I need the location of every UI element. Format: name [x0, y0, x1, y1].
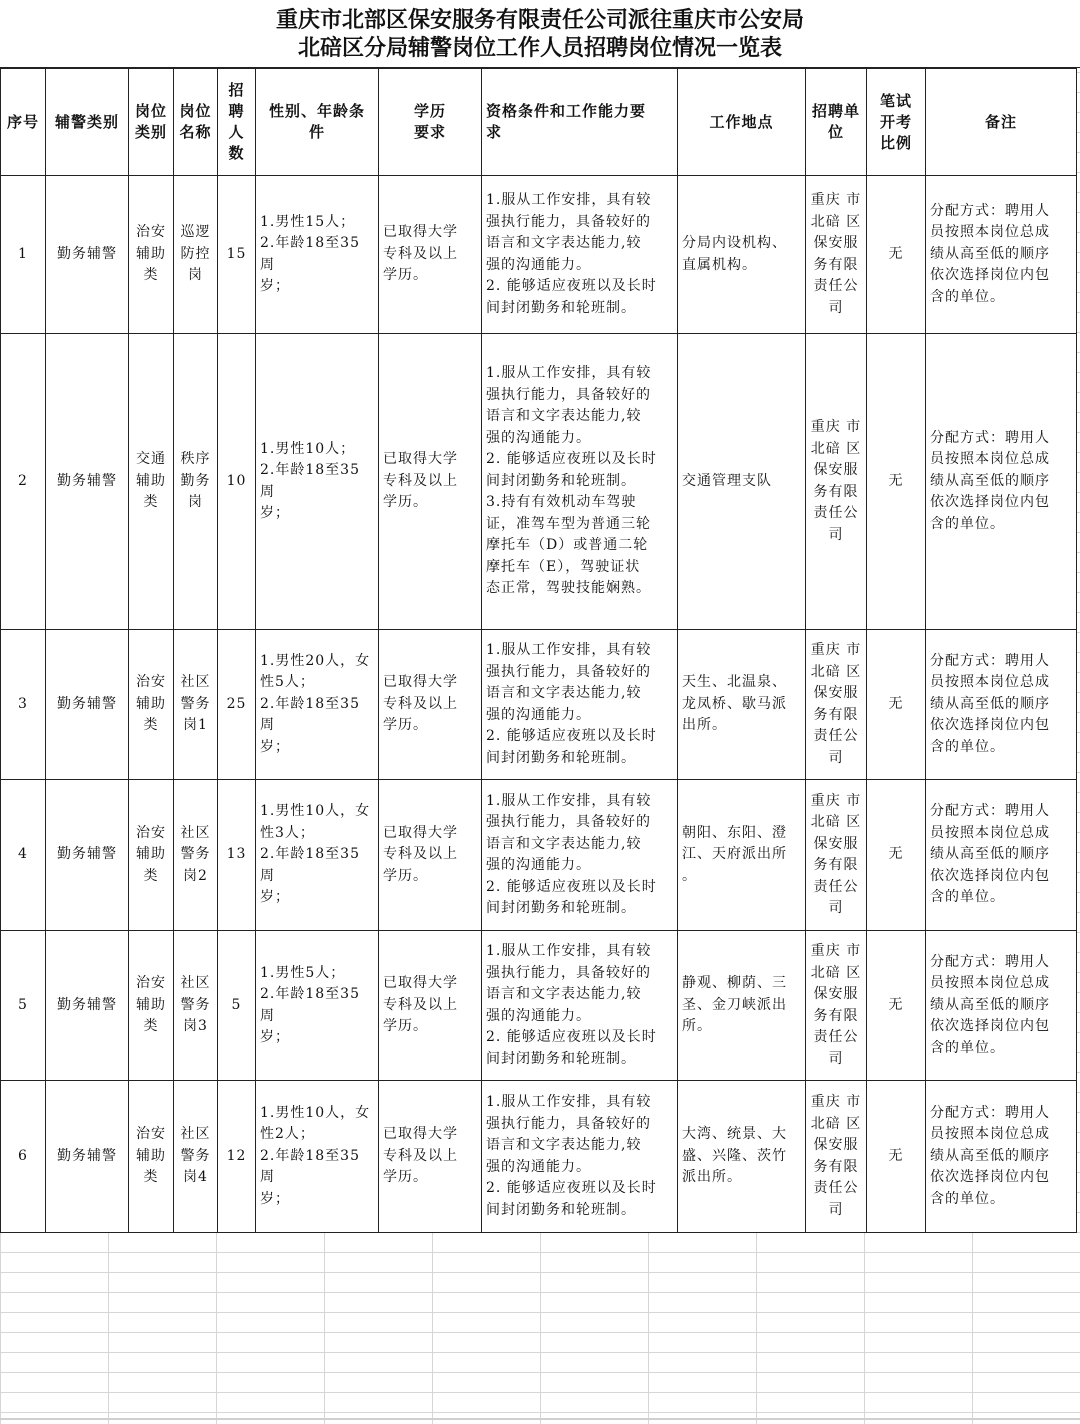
cell-location-line: 派出所。	[682, 1169, 742, 1186]
title-line-1: 重庆市北部区保安服务有限责任公司派往重庆市公安局	[275, 7, 804, 33]
cell-unit	[806, 780, 867, 931]
cell-position-line: 岗1	[183, 717, 208, 734]
cell-qualifications-line: 摩托车（E），驾驶证状	[486, 558, 641, 575]
cell-position	[174, 176, 218, 334]
cell-note-line: 员按照本岗位总成	[930, 1126, 1050, 1143]
cell-note-line: 员按照本岗位总成	[930, 451, 1050, 468]
cell-conditions-line: 2.年龄18至35周	[260, 1147, 360, 1186]
cell-unit-line: 重庆 市	[810, 642, 862, 658]
cell-note-line: 含的单位。	[930, 515, 1005, 532]
cell-category-line: 类	[143, 494, 159, 511]
cell-conditions-line: 2.年龄18至35周	[260, 846, 360, 884]
cell-category	[129, 176, 174, 334]
cell-category-line: 类	[143, 717, 159, 734]
cell-unit-line: 重庆 市	[810, 943, 862, 959]
cell-location	[678, 780, 806, 931]
cell-qualifications-line: 语言和文字表达能力,较	[486, 685, 642, 701]
cell-qualifications-line: 2. 能够适应夜班以及长时	[486, 278, 657, 294]
cell-unit-line: 责任公	[813, 878, 859, 895]
cell-qualifications-line: 2. 能够适应夜班以及长时	[486, 878, 657, 895]
cell-position-line: 岗3	[183, 1018, 208, 1035]
cell-seq: 1	[1, 176, 46, 334]
cell-qualifications-line: 间封闭勤务和轮班制。	[486, 1050, 636, 1067]
cell-position-line: 警务	[180, 846, 211, 863]
cell-qualifications	[482, 931, 678, 1081]
cell-qualifications-line: 1.服从工作安排，具有较	[486, 792, 652, 809]
cell-seq: 3	[1, 630, 46, 780]
cell-location-line: 静观、柳荫、三	[682, 975, 787, 992]
cell-unit-line: 北碚 区	[810, 1115, 862, 1132]
cell-unit-line: 保安服	[813, 1137, 859, 1153]
cell-position-line: 岗	[188, 267, 203, 284]
cell-category-line: 治安	[136, 674, 166, 691]
cell-qualifications-line: 2. 能够适应夜班以及长时	[486, 1180, 657, 1196]
cell-note-line: 含的单位。	[930, 1190, 1005, 1207]
cell-ratio: 无	[867, 176, 926, 334]
cell-position	[174, 1081, 218, 1233]
cell-qualifications-line: 态正常，驾驶技能娴熟。	[486, 580, 651, 597]
cell-count: 10	[218, 334, 256, 630]
cell-qualifications-line: 强的沟通能力。	[486, 429, 591, 446]
cell-unit-line: 重庆 市	[810, 792, 862, 809]
cell-location	[678, 630, 806, 780]
header-seq: 序号	[1, 69, 46, 176]
cell-position-line: 社区	[180, 824, 211, 841]
cell-education-line: 专科及以上	[383, 472, 458, 489]
title-line-2: 北碚区分局辅警岗位工作人员招聘岗位情况一览表	[297, 35, 782, 61]
cell-seq: 5	[1, 931, 46, 1081]
cell-location-line: 江、天府派出所	[682, 846, 787, 863]
cell-qualifications-line: 间封闭勤务和轮班制。	[486, 299, 636, 316]
header-note: 备注	[926, 69, 1077, 176]
cell-location-line: 交通管理支队	[682, 472, 772, 489]
header-type: 辅警类别	[46, 69, 129, 176]
cell-position-line: 社区	[180, 1126, 211, 1143]
cell-note-line: 绩从高至低的顺序	[930, 472, 1050, 489]
cell-qualifications-line: 1.服从工作安排，具有较	[486, 365, 652, 382]
cell-unit-line: 司	[828, 1050, 844, 1067]
cell-unit-line: 务有限	[813, 1158, 859, 1175]
cell-unit-line: 重庆 市	[810, 1094, 862, 1110]
cell-count: 5	[218, 931, 256, 1081]
cell-location	[678, 931, 806, 1081]
cell-unit-line: 北碚 区	[810, 964, 862, 981]
cell-category-line: 辅助	[136, 472, 166, 489]
cell-type: 勤务辅警	[46, 780, 129, 931]
cell-count: 25	[218, 630, 256, 780]
cell-qualifications-line: 强执行能力，具备较好的	[486, 1115, 651, 1132]
cell-unit	[806, 931, 867, 1081]
cell-conditions-line: 2.年龄18至35周	[260, 235, 360, 273]
cell-education	[379, 630, 482, 780]
cell-qualifications-line: 间封闭勤务和轮班制。	[486, 900, 636, 916]
cell-education-line: 学历。	[383, 1018, 428, 1035]
cell-position	[174, 630, 218, 780]
recruitment-table	[0, 68, 1077, 1233]
cell-education-line: 专科及以上	[383, 1147, 458, 1164]
cell-note-line: 依次选择岗位内包	[930, 267, 1050, 284]
cell-position-line: 岗2	[183, 867, 208, 884]
cell-conditions-line: 1.男性15人；	[260, 213, 356, 230]
cell-count: 15	[218, 176, 256, 334]
cell-note	[926, 931, 1077, 1081]
cell-type: 勤务辅警	[46, 176, 129, 334]
cell-category	[129, 780, 174, 931]
cell-qualifications-line: 语言和文字表达能力,较	[486, 408, 642, 425]
cell-type: 勤务辅警	[46, 334, 129, 630]
cell-education	[379, 176, 482, 334]
cell-category-line: 辅助	[136, 846, 166, 863]
cell-education-line: 专科及以上	[383, 695, 458, 712]
cell-note-line: 含的单位。	[930, 1039, 1005, 1056]
cell-education-line: 已取得大学	[383, 975, 458, 992]
cell-education-line: 专科及以上	[383, 245, 458, 262]
cell-qualifications-line: 强执行能力，具备较好的	[486, 964, 651, 981]
cell-note-line: 分配方式：聘用人	[930, 953, 1050, 970]
cell-location-line: 朝阳、东阳、澄	[682, 824, 787, 841]
cell-education	[379, 931, 482, 1081]
cell-position-line: 防控	[180, 245, 211, 262]
header-ratio: 笔试 开考 比例	[867, 69, 926, 176]
cell-education-line: 学历。	[383, 867, 428, 884]
cell-ratio: 无	[867, 630, 926, 780]
cell-note	[926, 780, 1077, 931]
cell-category-line: 治安	[136, 224, 166, 241]
cell-education-line: 学历。	[383, 267, 428, 284]
cell-unit	[806, 176, 867, 334]
cell-qualifications-line: 强执行能力，具备较好的	[486, 386, 651, 403]
cell-category-line: 类	[143, 867, 159, 884]
cell-qualifications-line: 强的沟通能力。	[486, 256, 591, 273]
cell-education-line: 专科及以上	[383, 846, 458, 863]
cell-qualifications-line: 强的沟通能力。	[486, 1007, 591, 1024]
cell-category-line: 辅助	[136, 245, 166, 262]
cell-qualifications-line: 2. 能够适应夜班以及长时	[486, 451, 657, 468]
header-position: 岗位 名称	[174, 69, 218, 176]
header-qualifications: 资格条件和工作能力要 求	[482, 69, 678, 176]
cell-education	[379, 780, 482, 931]
cell-type: 勤务辅警	[46, 630, 129, 780]
cell-qualifications-line: 语言和文字表达能力,较	[486, 1137, 642, 1153]
cell-qualifications	[482, 1081, 678, 1233]
table-row	[1, 931, 1077, 1081]
cell-qualifications-line: 强的沟通能力。	[486, 706, 591, 723]
cell-note-line: 依次选择岗位内包	[930, 1169, 1050, 1186]
cell-location	[678, 176, 806, 334]
cell-qualifications-line: 强执行能力，具备较好的	[486, 814, 651, 830]
cell-unit-line: 北碚 区	[810, 213, 862, 230]
cell-location-line: 盛、兴隆、茨竹	[682, 1147, 787, 1164]
cell-conditions-line: 2.年龄18至35周	[260, 462, 360, 500]
cell-unit-line: 司	[828, 1201, 844, 1218]
table-row	[1, 176, 1077, 334]
cell-unit	[806, 1081, 867, 1233]
sheet-bottom-line	[0, 1418, 1080, 1420]
cell-position-line: 勤务	[180, 472, 211, 489]
cell-category-line: 辅助	[136, 996, 166, 1013]
cell-conditions-line: 岁；	[260, 1190, 290, 1207]
cell-unit-line: 务有限	[813, 706, 859, 723]
cell-unit-line: 保安服	[813, 685, 859, 701]
cell-unit-line: 务有限	[813, 857, 859, 873]
cell-education-line: 学历。	[383, 494, 428, 511]
cell-ratio: 无	[867, 931, 926, 1081]
cell-qualifications-line: 摩托车（D）或普通二轮	[486, 537, 649, 554]
cell-position-line: 社区	[180, 674, 211, 691]
cell-qualifications-line: 强的沟通能力。	[486, 857, 591, 873]
cell-note-line: 分配方式：聘用人	[930, 1104, 1050, 1121]
cell-category-line: 辅助	[136, 695, 166, 712]
cell-type: 勤务辅警	[46, 931, 129, 1081]
cell-location	[678, 1081, 806, 1233]
cell-note-line: 员按照本岗位总成	[930, 224, 1050, 241]
cell-count: 13	[218, 780, 256, 931]
cell-conditions-line: 性2人；	[260, 1126, 315, 1143]
cell-conditions	[256, 1081, 379, 1233]
cell-unit-line: 北碚 区	[810, 663, 862, 680]
cell-location-line: 圣、金刀峡派出	[682, 996, 787, 1013]
cell-position-line: 岗	[188, 494, 203, 511]
cell-qualifications	[482, 334, 678, 630]
cell-position	[174, 931, 218, 1081]
cell-note-line: 含的单位。	[930, 288, 1005, 305]
cell-unit-line: 保安服	[813, 462, 859, 478]
cell-note-line: 分配方式：聘用人	[930, 803, 1050, 820]
cell-note-line: 依次选择岗位内包	[930, 1018, 1050, 1035]
cell-position-line: 社区	[180, 975, 211, 992]
cell-unit-line: 重庆 市	[810, 419, 862, 435]
cell-count: 12	[218, 1081, 256, 1233]
cell-unit-line: 责任公	[813, 505, 859, 521]
cell-location-line: 。	[682, 867, 697, 884]
cell-position-line: 岗4	[183, 1169, 208, 1186]
cell-education-line: 已取得大学	[383, 1126, 458, 1143]
cell-conditions-line: 岁；	[260, 1029, 290, 1045]
cell-position-line: 警务	[180, 1147, 211, 1164]
cell-ratio: 无	[867, 334, 926, 630]
cell-note-line: 分配方式：聘用人	[930, 202, 1050, 219]
cell-unit-line: 司	[828, 749, 844, 766]
cell-unit-line: 责任公	[813, 1029, 859, 1045]
cell-unit-line: 保安服	[813, 986, 859, 1002]
cell-category-line: 类	[143, 1169, 159, 1186]
cell-qualifications-line: 强执行能力，具备较好的	[486, 213, 651, 230]
document-title	[0, 0, 1080, 68]
header-location: 工作地点	[678, 69, 806, 176]
cell-conditions-line: 性5人；	[260, 674, 315, 691]
cell-note	[926, 334, 1077, 630]
cell-note-line: 绩从高至低的顺序	[930, 695, 1050, 712]
cell-qualifications-line: 证，准驾车型为普通三轮	[486, 515, 651, 532]
cell-qualifications-line: 间封闭勤务和轮班制。	[486, 1201, 636, 1218]
cell-unit-line: 北碚 区	[810, 814, 862, 830]
cell-note-line: 分配方式：聘用人	[930, 652, 1050, 669]
cell-note-line: 含的单位。	[930, 738, 1005, 755]
cell-unit-line: 务有限	[813, 483, 859, 500]
cell-location-line: 龙凤桥、歇马派	[682, 695, 787, 712]
cell-qualifications	[482, 630, 678, 780]
cell-conditions-line: 岁；	[260, 889, 290, 906]
cell-note-line: 依次选择岗位内包	[930, 867, 1050, 884]
cell-conditions-line: 1.男性10人，女	[260, 1104, 371, 1121]
cell-location-line: 分局内设机构、	[682, 235, 787, 251]
cell-conditions-line: 1.男性5人；	[260, 964, 346, 981]
header-education: 学历 要求	[379, 69, 482, 176]
header-conditions: 性别、年龄条 件	[256, 69, 379, 176]
cell-qualifications-line: 强的沟通能力。	[486, 1158, 591, 1175]
cell-qualifications-line: 1.服从工作安排，具有较	[486, 1094, 652, 1110]
cell-education-line: 学历。	[383, 1169, 428, 1186]
cell-category	[129, 334, 174, 630]
table-row	[1, 630, 1077, 780]
cell-unit-line: 务有限	[813, 1007, 859, 1024]
cell-qualifications-line: 间封闭勤务和轮班制。	[486, 749, 636, 766]
cell-note-line: 绩从高至低的顺序	[930, 996, 1050, 1013]
cell-qualifications-line: 1.服从工作安排，具有较	[486, 642, 652, 658]
cell-education-line: 已取得大学	[383, 224, 458, 241]
table-header-row	[1, 69, 1077, 176]
cell-qualifications-line: 语言和文字表达能力,较	[486, 835, 642, 852]
cell-category-line: 治安	[136, 975, 166, 992]
cell-conditions-line: 岁；	[260, 505, 290, 521]
cell-conditions-line: 2.年龄18至35周	[260, 986, 360, 1024]
cell-position-line: 警务	[180, 996, 211, 1013]
cell-position	[174, 334, 218, 630]
cell-unit-line: 保安服	[813, 235, 859, 251]
cell-unit-line: 司	[828, 299, 844, 316]
cell-conditions-line: 性3人；	[260, 824, 315, 841]
cell-unit	[806, 630, 867, 780]
table-row	[1, 334, 1077, 630]
cell-unit-line: 责任公	[813, 278, 859, 294]
cell-qualifications-line: 2. 能够适应夜班以及长时	[486, 1029, 657, 1045]
cell-category-line: 类	[143, 267, 159, 284]
cell-unit-line: 责任公	[813, 728, 859, 744]
cell-location-line: 天生、北温泉、	[682, 674, 787, 691]
cell-unit-line: 务有限	[813, 256, 859, 273]
cell-position	[174, 780, 218, 931]
cell-note-line: 绩从高至低的顺序	[930, 1147, 1050, 1164]
header-count: 招 聘 人 数	[218, 69, 256, 176]
cell-seq: 2	[1, 334, 46, 630]
cell-category	[129, 931, 174, 1081]
cell-note-line: 员按照本岗位总成	[930, 674, 1050, 691]
cell-qualifications	[482, 780, 678, 931]
cell-qualifications-line: 语言和文字表达能力,较	[486, 986, 642, 1002]
cell-category	[129, 630, 174, 780]
cell-education-line: 已取得大学	[383, 451, 458, 468]
cell-note-line: 依次选择岗位内包	[930, 717, 1050, 734]
cell-conditions	[256, 334, 379, 630]
cell-conditions-line: 岁；	[260, 738, 290, 755]
cell-education-line: 已取得大学	[383, 674, 458, 691]
cell-education-line: 已取得大学	[383, 824, 458, 841]
cell-unit-line: 司	[828, 900, 844, 916]
cell-education	[379, 334, 482, 630]
cell-type: 勤务辅警	[46, 1081, 129, 1233]
cell-note-line: 绩从高至低的顺序	[930, 846, 1050, 863]
cell-category-line: 类	[143, 1018, 159, 1035]
table-row	[1, 1081, 1077, 1233]
header-unit: 招聘单 位	[806, 69, 867, 176]
cell-note-line: 员按照本岗位总成	[930, 975, 1050, 992]
cell-category-line: 辅助	[136, 1147, 166, 1164]
cell-unit-line: 保安服	[813, 835, 859, 852]
cell-qualifications-line: 语言和文字表达能力,较	[486, 235, 642, 251]
cell-qualifications-line: 3.持有有效机动车驾驶	[486, 494, 637, 511]
cell-conditions	[256, 931, 379, 1081]
cell-conditions-line: 1.男性10人；	[260, 440, 356, 457]
cell-note	[926, 630, 1077, 780]
cell-conditions-line: 2.年龄18至35周	[260, 695, 360, 734]
cell-qualifications-line: 强执行能力，具备较好的	[486, 663, 651, 680]
cell-category-line: 治安	[136, 1126, 166, 1143]
cell-ratio: 无	[867, 1081, 926, 1233]
cell-conditions	[256, 630, 379, 780]
cell-note-line: 含的单位。	[930, 889, 1005, 906]
cell-note-line: 绩从高至低的顺序	[930, 245, 1050, 262]
cell-note-line: 员按照本岗位总成	[930, 824, 1050, 841]
cell-category	[129, 1081, 174, 1233]
cell-location-line: 大湾、统景、大	[682, 1126, 787, 1143]
cell-category-line: 治安	[136, 824, 166, 841]
cell-note	[926, 1081, 1077, 1233]
cell-qualifications-line: 间封闭勤务和轮班制。	[486, 472, 636, 489]
cell-unit-line: 责任公	[813, 1180, 859, 1196]
cell-education-line: 专科及以上	[383, 996, 458, 1013]
cell-location-line: 所。	[682, 1018, 712, 1035]
cell-qualifications-line: 2. 能够适应夜班以及长时	[486, 728, 657, 744]
cell-location	[678, 334, 806, 630]
cell-qualifications	[482, 176, 678, 334]
cell-conditions-line: 1.男性20人，女	[260, 652, 371, 669]
cell-position-line: 秩序	[180, 451, 211, 468]
cell-position-line: 警务	[180, 695, 211, 712]
cell-conditions-line: 岁；	[260, 278, 290, 294]
cell-unit-line: 北碚 区	[810, 440, 862, 457]
cell-conditions	[256, 780, 379, 931]
cell-education	[379, 1081, 482, 1233]
cell-conditions-line: 1.男性10人，女	[260, 803, 371, 820]
cell-location-line: 直属机构。	[682, 256, 757, 273]
cell-qualifications-line: 1.服从工作安排，具有较	[486, 943, 652, 959]
cell-category-line: 交通	[136, 451, 166, 468]
table-row	[1, 780, 1077, 931]
cell-seq: 6	[1, 1081, 46, 1233]
cell-conditions	[256, 176, 379, 334]
cell-ratio: 无	[867, 780, 926, 931]
cell-unit	[806, 334, 867, 630]
cell-note-line: 依次选择岗位内包	[930, 494, 1050, 511]
cell-seq: 4	[1, 780, 46, 931]
cell-note	[926, 176, 1077, 334]
cell-note-line: 分配方式：聘用人	[930, 429, 1050, 446]
cell-qualifications-line: 1.服从工作安排，具有较	[486, 192, 652, 208]
cell-position-line: 巡逻	[180, 224, 211, 241]
cell-education-line: 学历。	[383, 717, 428, 734]
cell-unit-line: 司	[828, 526, 844, 543]
table-body	[1, 176, 1077, 1233]
cell-unit-line: 重庆 市	[810, 192, 862, 208]
header-category: 岗位 类别	[129, 69, 174, 176]
cell-location-line: 出所。	[682, 717, 727, 734]
